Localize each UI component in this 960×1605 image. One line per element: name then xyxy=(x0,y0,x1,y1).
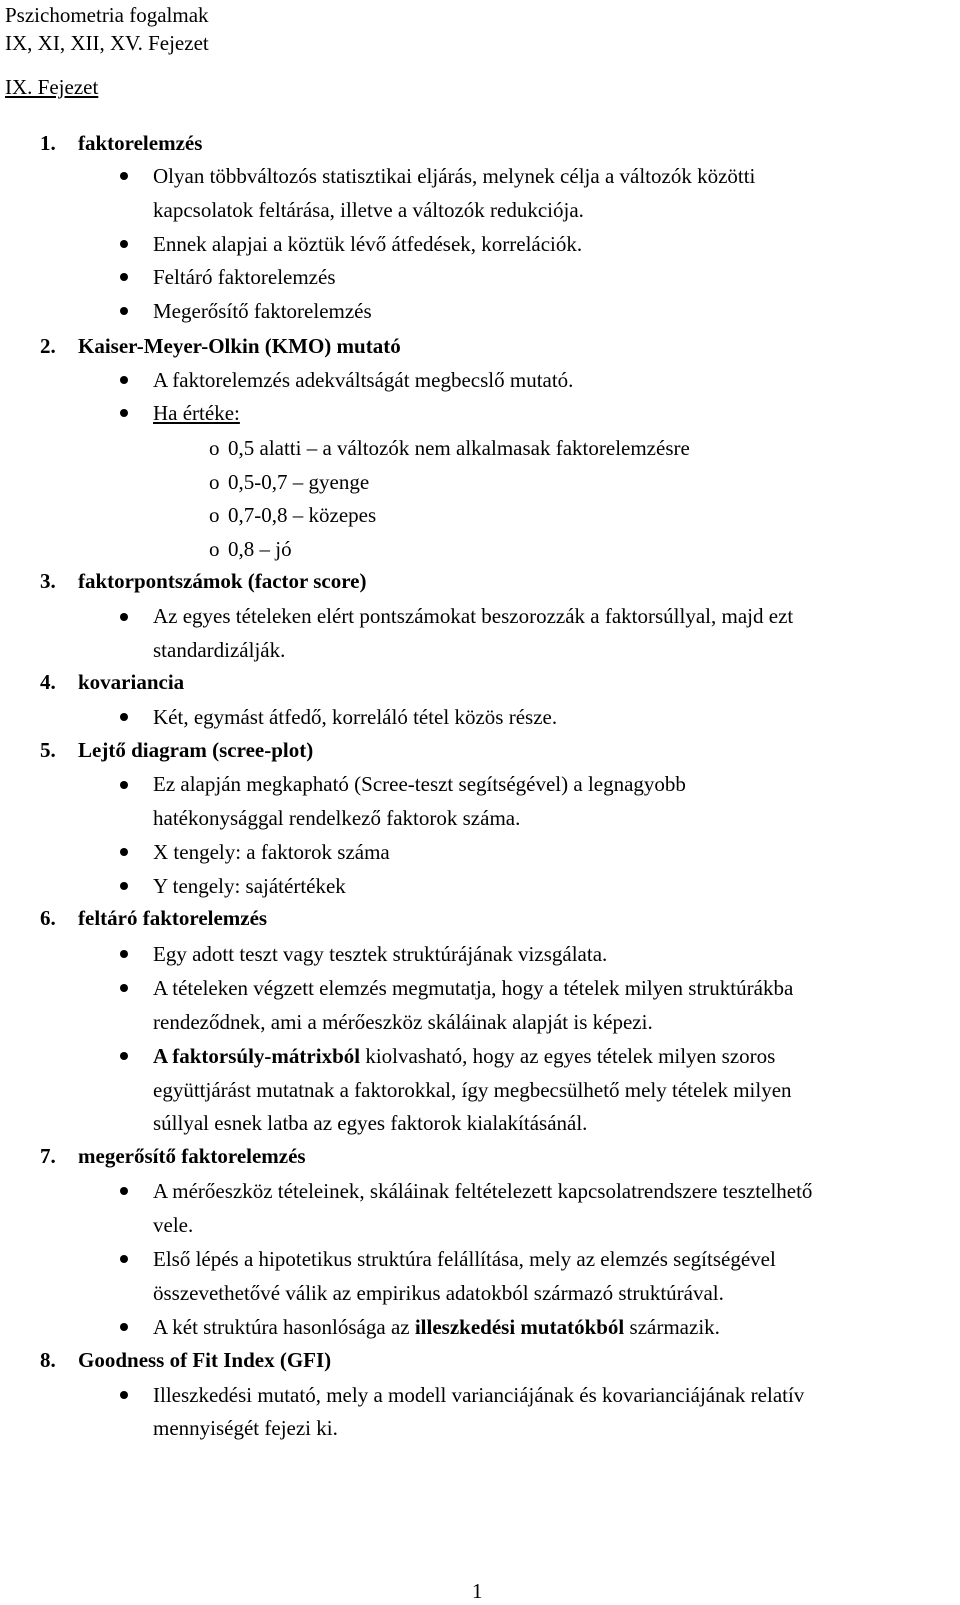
bullet-text: Olyan többváltozós statisztikai eljárás, melynek célja a változók közötti xyxy=(153,164,756,188)
bullet-text: standardizálják. xyxy=(153,638,286,662)
section-number: 3. xyxy=(40,569,56,593)
bullet-icon xyxy=(120,1052,128,1060)
sub-bullet-icon: o xyxy=(209,503,220,527)
bullet-icon xyxy=(120,1187,128,1195)
bullet-icon xyxy=(120,172,128,180)
sub-item-text: 0,5 alatti – a változók nem alkalmasak faktorelemzésre xyxy=(228,436,690,460)
section-title: megerősítő faktorelemzés xyxy=(78,1144,306,1168)
bullet-text: Feltáró faktorelemzés xyxy=(153,265,336,289)
sub-item-text: 0,5-0,7 – gyenge xyxy=(228,470,370,494)
sub-item-text: 0,8 – jó xyxy=(228,537,292,561)
sub-bullet-icon: o xyxy=(209,470,220,494)
section-title: feltáró faktorelemzés xyxy=(78,906,268,930)
bullet-icon xyxy=(120,307,128,315)
bullet-icon xyxy=(120,1391,128,1399)
bold-term: A faktorsúly-mátrixból xyxy=(153,1044,361,1068)
section-title: Lejtő diagram (scree-plot) xyxy=(78,738,314,762)
section-number: 8. xyxy=(40,1348,56,1372)
section-title: faktorelemzés xyxy=(78,131,203,155)
bullet-icon xyxy=(120,882,128,890)
bullet-icon xyxy=(120,613,128,621)
chapter-heading: IX. Fejezet xyxy=(5,75,99,99)
bullet-text: összevethetővé válik az empirikus adatokból származó struktúrával. xyxy=(153,1281,724,1305)
bullet-icon xyxy=(120,273,128,281)
bullet-text: Megerősítő faktorelemzés xyxy=(153,299,372,323)
section-title: Kaiser-Meyer-Olkin (KMO) mutató xyxy=(78,334,401,358)
section-title: kovariancia xyxy=(78,670,185,694)
bullet-text: hatékonysággal rendelkező faktorok száma. xyxy=(153,806,521,830)
section-number: 7. xyxy=(40,1144,56,1168)
bullet-text: Ez alapján megkapható (Scree-teszt segítségével) a legnagyobb xyxy=(153,772,686,796)
bullet-text: Az egyes tételeken elért pontszámokat beszorozzák a faktorsúllyal, majd ezt xyxy=(153,604,794,628)
bullet-icon xyxy=(120,409,128,417)
bullet-text: Ennek alapjai a köztük lévő átfedések, korrelációk. xyxy=(153,232,583,256)
section-title: Goodness of Fit Index (GFI) xyxy=(78,1348,332,1372)
section-number: 2. xyxy=(40,334,56,358)
bullet-text-post: származik. xyxy=(624,1315,720,1339)
bullet-text: együttjárást mutatnak a faktorokkal, így megbecsülhető mely tételek milyen xyxy=(153,1078,792,1102)
bullet-icon xyxy=(120,240,128,248)
page-number: 1 xyxy=(472,1579,483,1603)
bullet-icon xyxy=(120,950,128,958)
section-title: faktorpontszámok (factor score) xyxy=(78,569,367,593)
bullet-text: Y tengely: sajátértékek xyxy=(153,874,346,898)
bullet-icon xyxy=(120,1323,128,1331)
sub-bullet-icon: o xyxy=(209,537,220,561)
bullet-icon xyxy=(120,713,128,721)
bullet-text: Illeszkedési mutató, mely a modell varianciájának és kovarianciájának relatív xyxy=(153,1383,805,1407)
bullet-icon xyxy=(120,781,128,789)
bullet-text: mennyiségét fejezi ki. xyxy=(153,1416,338,1440)
bullet-text: kapcsolatok feltárása, illetve a változók redukciója. xyxy=(153,198,584,222)
section-number: 6. xyxy=(40,906,56,930)
bullet-text: vele. xyxy=(153,1213,194,1237)
bullet-text xyxy=(153,1043,775,1069)
bold-term: illeszkedési mutatókból xyxy=(414,1315,625,1339)
bullet-text-pre: A két struktúra hasonlósága az xyxy=(153,1315,415,1339)
bullet-text: A tételeken végzett elemzés megmutatja, hogy a tételek milyen struktúrákba xyxy=(153,976,794,1000)
bullet-icon xyxy=(120,1255,128,1263)
bullet-text: X tengely: a faktorok száma xyxy=(153,840,390,864)
bullet-text: rendeződnek, ami a mérőeszköz skáláinak alapját is képezi. xyxy=(153,1010,653,1034)
document-title: Pszichometria fogalmak xyxy=(5,3,209,27)
bullet-icon xyxy=(120,848,128,856)
bullet-text: Ha értéke: xyxy=(153,401,240,425)
section-number: 4. xyxy=(40,670,56,694)
chapter-list: IX, XI, XII, XV. Fejezet xyxy=(5,31,209,55)
bullet-text: súllyal esnek latba az egyes faktorok kialakításánál. xyxy=(153,1111,588,1135)
bullet-text: A faktorelemzés adekváltságát megbecslő mutató. xyxy=(153,368,574,392)
bullet-text: Első lépés a hipotetikus struktúra felállítása, mely az elemzés segítségével xyxy=(153,1247,776,1271)
bullet-icon xyxy=(120,376,128,384)
section-number: 1. xyxy=(40,131,56,155)
sub-item-text: 0,7-0,8 – közepes xyxy=(228,503,377,527)
bullet-text: A mérőeszköz tételeinek, skáláinak feltételezett kapcsolatrendszere tesztelhető xyxy=(153,1179,813,1203)
bullet-text: Egy adott teszt vagy tesztek struktúrájának vizsgálata. xyxy=(153,942,608,966)
sub-bullet-icon: o xyxy=(209,436,220,460)
bullet-text-rest: kiolvasható, hogy az egyes tételek milyen szoros xyxy=(360,1044,776,1068)
bullet-icon xyxy=(120,984,128,992)
bullet-text: Két, egymást átfedő, korreláló tétel közös része. xyxy=(153,705,558,729)
bullet-text xyxy=(153,1314,720,1340)
section-number: 5. xyxy=(40,738,56,762)
